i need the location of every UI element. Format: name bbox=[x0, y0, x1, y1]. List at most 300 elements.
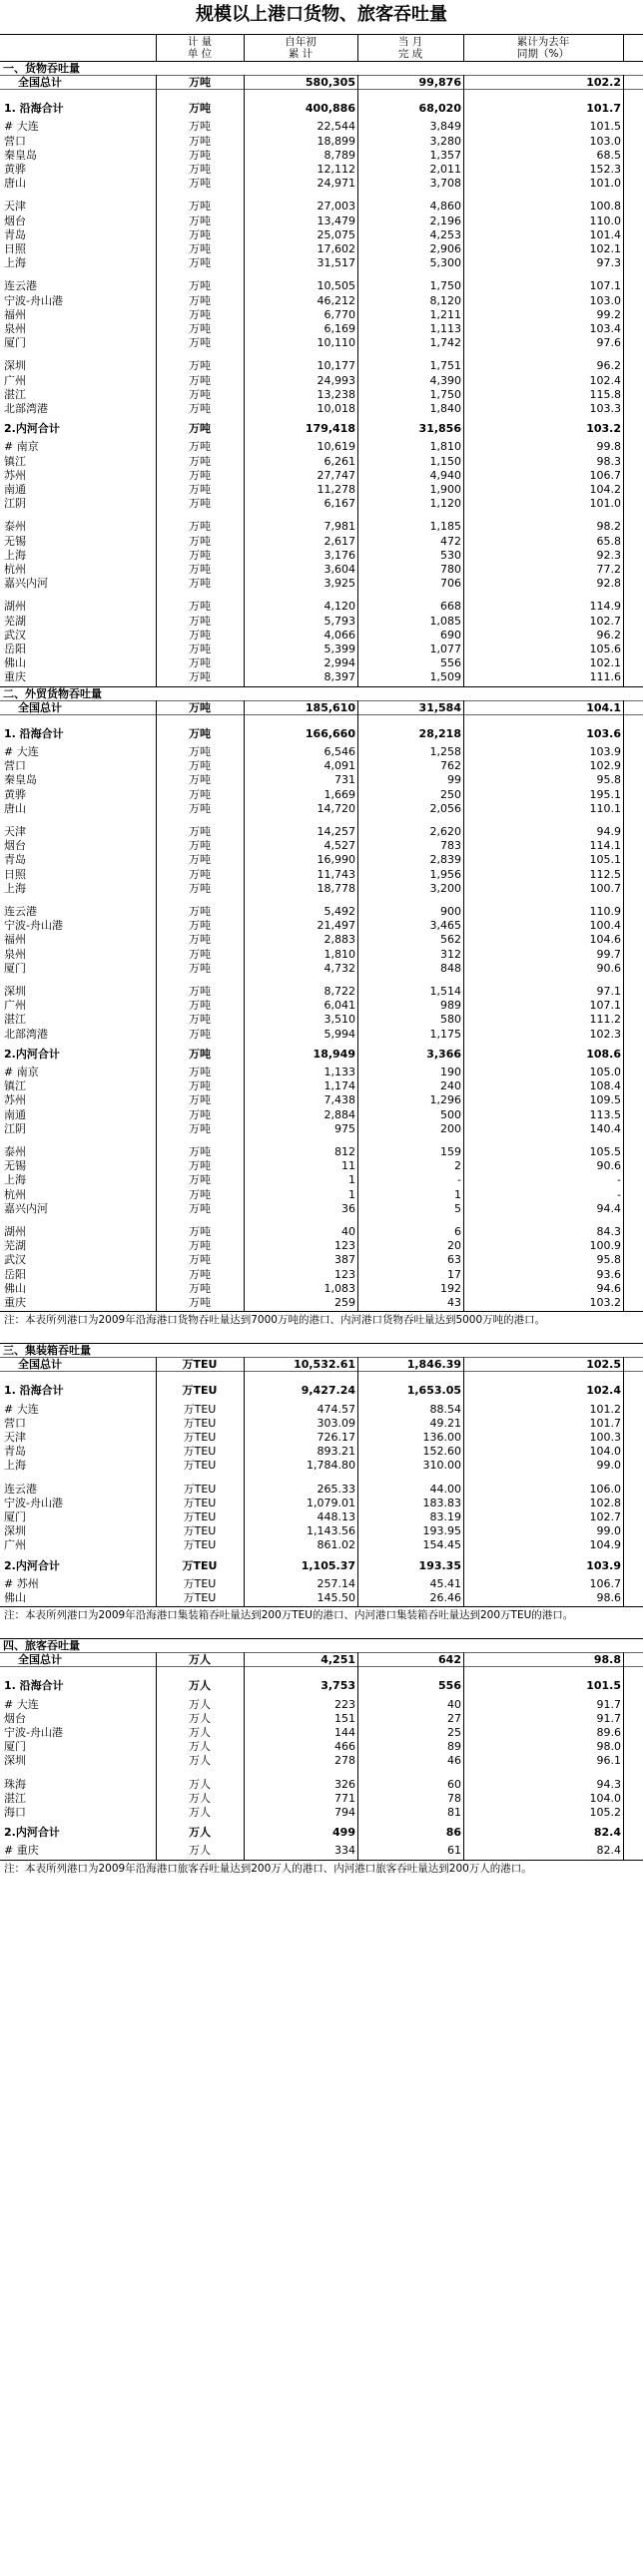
month-value: 136.00 bbox=[422, 1431, 461, 1444]
yoy-percent: 97.6 bbox=[596, 336, 621, 350]
unit-cell: 万吨 bbox=[189, 307, 211, 321]
port-name: 无锡 bbox=[4, 1159, 26, 1173]
yoy-percent: 77.2 bbox=[596, 563, 621, 576]
yoy-percent: 94.3 bbox=[596, 1777, 621, 1791]
port-name: # 南京 bbox=[4, 440, 39, 454]
unit-cell: 万吨 bbox=[189, 947, 211, 961]
port-row bbox=[0, 918, 643, 932]
unit-cell: 万吨 bbox=[189, 1201, 211, 1215]
month-value: 3,200 bbox=[429, 881, 461, 895]
month-value: 1,840 bbox=[429, 402, 461, 415]
yoy-percent: 91.7 bbox=[596, 1697, 621, 1711]
port-row bbox=[0, 1402, 643, 1416]
column-rule bbox=[623, 700, 624, 1312]
yoy-percent: 102.5 bbox=[586, 1358, 621, 1372]
month-value: 20 bbox=[447, 1239, 461, 1253]
month-value: 668 bbox=[440, 600, 461, 614]
unit-cell: 万人 bbox=[189, 1711, 211, 1725]
month-value: 154.45 bbox=[422, 1538, 461, 1552]
month-value: 31,856 bbox=[418, 422, 461, 436]
cumulative-value: 1,784.80 bbox=[307, 1459, 355, 1473]
unit-cell: 万吨 bbox=[189, 242, 211, 255]
total-row bbox=[0, 700, 643, 714]
unit-cell: 万人 bbox=[189, 1754, 211, 1768]
unit-cell: 万TEU bbox=[183, 1510, 217, 1523]
yoy-percent: 92.8 bbox=[596, 577, 621, 591]
rule-line bbox=[0, 1343, 643, 1344]
port-row bbox=[0, 628, 643, 642]
port-row bbox=[0, 1725, 643, 1739]
yoy-percent: 106.7 bbox=[589, 468, 621, 482]
month-value: 8,120 bbox=[429, 293, 461, 307]
month-value: 4,860 bbox=[429, 200, 461, 214]
port-row bbox=[0, 214, 643, 227]
cumulative-value: 223 bbox=[334, 1697, 355, 1711]
unit-cell: 万吨 bbox=[189, 773, 211, 787]
port-name: # 大连 bbox=[4, 120, 39, 134]
cumulative-value: 12,112 bbox=[317, 163, 355, 176]
unit-cell: 万吨 bbox=[189, 359, 211, 373]
cumulative-value: 145.50 bbox=[317, 1591, 355, 1604]
month-value: 706 bbox=[440, 577, 461, 591]
port-name: 全国总计 bbox=[18, 1653, 62, 1667]
section-title: 三、集装箱吞吐量 bbox=[3, 1344, 91, 1358]
month-value: 4,390 bbox=[429, 373, 461, 387]
port-name: 广州 bbox=[4, 1538, 26, 1552]
cumulative-value: 5,399 bbox=[323, 643, 355, 655]
port-row bbox=[0, 655, 643, 669]
port-name: 青岛 bbox=[4, 853, 26, 867]
port-name: 1. 沿海合计 bbox=[4, 1384, 64, 1398]
month-value: 1,120 bbox=[429, 497, 461, 511]
month-value: 556 bbox=[438, 1679, 461, 1693]
port-name: 嘉兴内河 bbox=[4, 577, 48, 591]
column-rule bbox=[244, 34, 245, 61]
cumulative-value: 1,133 bbox=[323, 1066, 355, 1078]
cumulative-value: 6,546 bbox=[323, 745, 355, 758]
yoy-percent: 105.0 bbox=[589, 1066, 621, 1078]
unit-cell: 万吨 bbox=[189, 700, 211, 714]
port-name: 连云港 bbox=[4, 1482, 37, 1496]
yoy-percent: 100.7 bbox=[589, 881, 621, 895]
cumulative-value: 25,075 bbox=[317, 227, 355, 241]
total-row bbox=[0, 1652, 643, 1666]
yoy-percent: 104.6 bbox=[589, 933, 621, 947]
cumulative-value: 8,397 bbox=[323, 670, 355, 684]
yoy-percent: 114.1 bbox=[589, 839, 621, 853]
port-name: 泉州 bbox=[4, 322, 26, 335]
port-name: 湖州 bbox=[4, 600, 26, 614]
port-row bbox=[0, 614, 643, 628]
subtotal-row bbox=[0, 421, 643, 435]
column-header-pct: 累计为去年 bbox=[516, 36, 570, 48]
month-value: 17 bbox=[447, 1267, 461, 1281]
yoy-percent: 103.4 bbox=[589, 322, 621, 335]
unit-cell: 万吨 bbox=[189, 468, 211, 482]
port-row bbox=[0, 1092, 643, 1106]
unit-cell: 万吨 bbox=[189, 1079, 211, 1093]
yoy-percent: 100.3 bbox=[589, 1431, 621, 1444]
port-row bbox=[0, 984, 643, 998]
yoy-percent: 96.2 bbox=[596, 359, 621, 373]
port-name: 南通 bbox=[4, 1107, 26, 1121]
cumulative-value: 400,886 bbox=[305, 102, 355, 116]
column-rule bbox=[244, 75, 245, 686]
month-value: 250 bbox=[440, 787, 461, 801]
month-value: - bbox=[457, 1173, 461, 1187]
month-value: 25 bbox=[447, 1726, 461, 1739]
cumulative-value: 3,604 bbox=[323, 563, 355, 576]
unit-cell: 万吨 bbox=[189, 454, 211, 468]
yoy-percent: 115.8 bbox=[589, 387, 621, 401]
yoy-percent: 113.5 bbox=[589, 1107, 621, 1121]
month-value: 240 bbox=[440, 1079, 461, 1093]
month-value: 1,211 bbox=[429, 307, 461, 321]
port-row bbox=[0, 1201, 643, 1215]
month-value: 193.35 bbox=[418, 1558, 461, 1572]
column-header-cum: 自年初 bbox=[285, 36, 317, 48]
port-name: 青岛 bbox=[4, 227, 26, 241]
unit-cell: 万吨 bbox=[189, 787, 211, 801]
unit-cell: 万吨 bbox=[189, 1093, 211, 1107]
unit-cell: 万吨 bbox=[189, 497, 211, 511]
port-name: 厦门 bbox=[4, 1740, 26, 1754]
month-value: 6 bbox=[454, 1225, 461, 1238]
port-name: 海口 bbox=[4, 1806, 26, 1819]
unit-cell: 万TEU bbox=[183, 1482, 217, 1496]
port-row bbox=[0, 801, 643, 815]
unit-cell: 万吨 bbox=[189, 1027, 211, 1041]
unit-cell: 万吨 bbox=[189, 881, 211, 895]
cumulative-value: 14,257 bbox=[317, 825, 355, 838]
yoy-percent: 105.5 bbox=[589, 1145, 621, 1158]
month-value: 1,150 bbox=[429, 454, 461, 468]
column-rule bbox=[156, 1357, 157, 1606]
cumulative-value: 499 bbox=[332, 1826, 355, 1840]
cumulative-value: 11,743 bbox=[317, 867, 355, 881]
port-name: 2.内河合计 bbox=[4, 1047, 60, 1061]
port-name: 日照 bbox=[4, 242, 26, 255]
yoy-percent: 98.8 bbox=[593, 1653, 621, 1667]
unit-cell: 万TEU bbox=[183, 1459, 217, 1473]
port-row bbox=[0, 162, 643, 176]
port-name: 南通 bbox=[4, 483, 26, 496]
subtotal-row bbox=[0, 726, 643, 740]
port-row bbox=[0, 119, 643, 133]
column-rule bbox=[156, 700, 157, 1312]
month-value: 60 bbox=[447, 1777, 461, 1791]
unit-cell: 万TEU bbox=[183, 1538, 217, 1552]
port-name: # 大连 bbox=[4, 1402, 39, 1416]
month-value: 1,357 bbox=[429, 148, 461, 162]
unit-cell: 万吨 bbox=[189, 726, 211, 740]
yoy-percent: 99.7 bbox=[596, 947, 621, 961]
yoy-percent: 102.4 bbox=[589, 373, 621, 387]
column-rule bbox=[357, 700, 358, 1312]
port-row bbox=[0, 1509, 643, 1523]
port-name: 广州 bbox=[4, 999, 26, 1013]
yoy-percent: 89.6 bbox=[596, 1726, 621, 1739]
unit-cell: 万吨 bbox=[189, 1107, 211, 1121]
cumulative-value: 185,610 bbox=[305, 700, 355, 714]
unit-cell: 万吨 bbox=[189, 134, 211, 148]
port-name: 秦皇岛 bbox=[4, 773, 37, 787]
unit-cell: 万人 bbox=[189, 1791, 211, 1805]
cumulative-value: 18,949 bbox=[313, 1047, 355, 1061]
yoy-percent: 102.1 bbox=[589, 656, 621, 670]
port-row bbox=[0, 387, 643, 401]
cumulative-value: 7,438 bbox=[323, 1093, 355, 1107]
cumulative-value: 27,747 bbox=[317, 468, 355, 482]
port-name: 1. 沿海合计 bbox=[4, 1679, 64, 1693]
month-value: 1,085 bbox=[429, 614, 461, 628]
unit-cell: 万吨 bbox=[189, 520, 211, 534]
port-name: 佛山 bbox=[4, 656, 26, 670]
column-header-pct: 同期（%） bbox=[517, 48, 569, 60]
yoy-percent: 82.4 bbox=[596, 1844, 621, 1858]
month-value: 200 bbox=[440, 1121, 461, 1135]
unit-cell: 万吨 bbox=[189, 839, 211, 853]
unit-cell: 万吨 bbox=[189, 933, 211, 947]
month-value: 3,366 bbox=[426, 1047, 461, 1061]
yoy-percent: 100.8 bbox=[589, 200, 621, 214]
page-title: 规模以上港口货物、旅客吞吐量 bbox=[196, 4, 447, 25]
subtotal-row bbox=[0, 1825, 643, 1839]
port-row bbox=[0, 227, 643, 241]
port-name: # 大连 bbox=[4, 1697, 39, 1711]
cumulative-value: 2,883 bbox=[323, 933, 355, 947]
yoy-percent: 108.4 bbox=[589, 1079, 621, 1093]
rule-line bbox=[0, 714, 643, 715]
port-row bbox=[0, 482, 643, 496]
yoy-percent: 104.9 bbox=[589, 1538, 621, 1552]
subtotal-row bbox=[0, 1558, 643, 1572]
month-value: 580 bbox=[440, 1013, 461, 1027]
cumulative-value: 6,261 bbox=[323, 454, 355, 468]
port-name: 深圳 bbox=[4, 1754, 26, 1768]
month-value: 1,175 bbox=[429, 1027, 461, 1041]
unit-cell: 万吨 bbox=[189, 600, 211, 614]
yoy-percent: 96.2 bbox=[596, 628, 621, 642]
cumulative-value: 36 bbox=[341, 1201, 355, 1215]
cumulative-value: 6,770 bbox=[323, 307, 355, 321]
cumulative-value: 1,079.01 bbox=[307, 1496, 355, 1509]
unit-cell: 万吨 bbox=[189, 1013, 211, 1027]
cumulative-value: 731 bbox=[334, 773, 355, 787]
subtotal-row bbox=[0, 1047, 643, 1061]
port-name: 宁波-舟山港 bbox=[4, 919, 63, 933]
unit-cell: 万人 bbox=[189, 1697, 211, 1711]
unit-cell: 万吨 bbox=[189, 919, 211, 933]
port-row bbox=[0, 1172, 643, 1186]
port-row bbox=[0, 1805, 643, 1819]
column-rule bbox=[156, 1652, 157, 1859]
unit-cell: 万吨 bbox=[189, 120, 211, 134]
column-rule bbox=[244, 1357, 245, 1606]
port-row bbox=[0, 1027, 643, 1041]
cumulative-value: 10,110 bbox=[317, 336, 355, 350]
column-rule bbox=[463, 34, 464, 61]
rule-line bbox=[0, 1638, 643, 1639]
unit-cell: 万吨 bbox=[189, 999, 211, 1013]
column-header-month: 完 成 bbox=[397, 48, 423, 60]
subtotal-row bbox=[0, 1678, 643, 1692]
port-name: 福州 bbox=[4, 307, 26, 321]
yoy-percent: 93.6 bbox=[596, 1267, 621, 1281]
port-row bbox=[0, 562, 643, 576]
port-name: # 大连 bbox=[4, 745, 39, 758]
cumulative-value: 334 bbox=[334, 1844, 355, 1858]
unit-cell: 万吨 bbox=[189, 1253, 211, 1267]
cumulative-value: 4,251 bbox=[321, 1653, 355, 1667]
port-row bbox=[0, 838, 643, 852]
yoy-percent: 104.1 bbox=[586, 700, 621, 714]
yoy-percent: 101.5 bbox=[589, 120, 621, 134]
unit-cell: 万吨 bbox=[189, 745, 211, 758]
unit-cell: 万TEU bbox=[183, 1416, 217, 1430]
port-name: 湛江 bbox=[4, 1013, 26, 1027]
cumulative-value: 1,083 bbox=[323, 1281, 355, 1295]
yoy-percent: 99.0 bbox=[596, 1524, 621, 1538]
yoy-percent: 100.4 bbox=[589, 919, 621, 933]
cumulative-value: 861.02 bbox=[317, 1538, 355, 1552]
port-row bbox=[0, 1281, 643, 1295]
unit-cell: 万TEU bbox=[183, 1445, 217, 1459]
unit-cell: 万TEU bbox=[183, 1576, 217, 1590]
cumulative-value: 4,732 bbox=[323, 961, 355, 975]
cumulative-value: 10,505 bbox=[317, 279, 355, 293]
month-value: 562 bbox=[440, 933, 461, 947]
month-value: 26.46 bbox=[429, 1591, 461, 1604]
port-row bbox=[0, 1121, 643, 1135]
port-name: 泉州 bbox=[4, 947, 26, 961]
unit-cell: 万吨 bbox=[189, 643, 211, 655]
unit-cell: 万吨 bbox=[189, 577, 211, 591]
column-rule bbox=[623, 1652, 624, 1859]
port-name: 黄骅 bbox=[4, 787, 26, 801]
port-name: 佛山 bbox=[4, 1591, 26, 1604]
column-rule bbox=[156, 34, 157, 61]
port-row bbox=[0, 852, 643, 866]
unit-cell: 万吨 bbox=[189, 440, 211, 454]
port-name: 重庆 bbox=[4, 670, 26, 684]
port-name: 广州 bbox=[4, 373, 26, 387]
unit-cell: 万吨 bbox=[189, 336, 211, 350]
port-name: 湛江 bbox=[4, 1791, 26, 1805]
port-row bbox=[0, 1078, 643, 1092]
port-row bbox=[0, 1267, 643, 1281]
port-row bbox=[0, 947, 643, 961]
port-name: 镇江 bbox=[4, 454, 26, 468]
cumulative-value: 2,884 bbox=[323, 1107, 355, 1121]
yoy-percent: 102.7 bbox=[589, 614, 621, 628]
port-name: 北部湾港 bbox=[4, 402, 48, 415]
yoy-percent: 96.1 bbox=[596, 1754, 621, 1768]
month-value: 1,113 bbox=[429, 322, 461, 335]
cumulative-value: 10,532.61 bbox=[294, 1358, 355, 1372]
month-value: 86 bbox=[445, 1826, 461, 1840]
cumulative-value: 4,066 bbox=[323, 628, 355, 642]
port-row bbox=[0, 534, 643, 548]
month-value: 500 bbox=[440, 1107, 461, 1121]
cumulative-value: 1 bbox=[348, 1173, 355, 1187]
month-value: 556 bbox=[440, 656, 461, 670]
column-rule bbox=[623, 75, 624, 686]
month-value: 4,253 bbox=[429, 227, 461, 241]
cumulative-value: 1,143.56 bbox=[307, 1524, 355, 1538]
cumulative-value: 10,018 bbox=[317, 402, 355, 415]
yoy-percent: 104.0 bbox=[589, 1791, 621, 1805]
month-value: 89 bbox=[447, 1740, 461, 1754]
port-row bbox=[0, 496, 643, 510]
cumulative-value: 8,789 bbox=[323, 148, 355, 162]
unit-cell: 万TEU bbox=[183, 1496, 217, 1509]
port-row bbox=[0, 373, 643, 387]
month-value: 2,196 bbox=[429, 214, 461, 227]
cumulative-value: 11 bbox=[341, 1159, 355, 1173]
column-rule bbox=[463, 75, 464, 686]
port-name: 烟台 bbox=[4, 1711, 26, 1725]
yoy-percent: 103.9 bbox=[589, 745, 621, 758]
port-row bbox=[0, 1416, 643, 1430]
yoy-percent: 103.0 bbox=[589, 134, 621, 148]
month-value: 1,750 bbox=[429, 279, 461, 293]
port-row bbox=[0, 255, 643, 269]
port-name: 日照 bbox=[4, 867, 26, 881]
yoy-percent: 110.1 bbox=[589, 801, 621, 815]
port-row bbox=[0, 321, 643, 335]
port-name: 苏州 bbox=[4, 1093, 26, 1107]
cumulative-value: 123 bbox=[334, 1267, 355, 1281]
cumulative-value: 10,177 bbox=[317, 359, 355, 373]
unit-cell: 万吨 bbox=[189, 656, 211, 670]
port-name: 北部湾港 bbox=[4, 1027, 48, 1041]
unit-cell: 万人 bbox=[189, 1844, 211, 1858]
port-name: 武汉 bbox=[4, 628, 26, 642]
month-value: 63 bbox=[447, 1253, 461, 1267]
yoy-percent: 195.1 bbox=[589, 787, 621, 801]
port-row bbox=[0, 401, 643, 415]
port-name: 江阴 bbox=[4, 497, 26, 511]
cumulative-value: 8,722 bbox=[323, 985, 355, 998]
cumulative-value: 5,492 bbox=[323, 905, 355, 918]
port-row bbox=[0, 1576, 643, 1590]
month-value: 2 bbox=[454, 1159, 461, 1173]
month-value: 3,708 bbox=[429, 177, 461, 191]
port-row bbox=[0, 904, 643, 918]
month-value: 83.19 bbox=[429, 1510, 461, 1523]
port-name: 上海 bbox=[4, 881, 26, 895]
unit-cell: 万吨 bbox=[189, 905, 211, 918]
yoy-percent: 152.3 bbox=[589, 163, 621, 176]
port-name: 芜湖 bbox=[4, 1239, 26, 1253]
port-row bbox=[0, 241, 643, 255]
subtotal-row bbox=[0, 1383, 643, 1397]
yoy-percent: 107.1 bbox=[589, 999, 621, 1013]
port-name: 天津 bbox=[4, 825, 26, 838]
cumulative-value: 18,899 bbox=[317, 134, 355, 148]
section-title: 二、外贸货物吞吐量 bbox=[3, 686, 102, 700]
port-row bbox=[0, 1843, 643, 1857]
subtotal-row bbox=[0, 101, 643, 115]
port-row bbox=[0, 307, 643, 321]
yoy-percent: 65.8 bbox=[596, 534, 621, 548]
port-name: 宁波-舟山港 bbox=[4, 293, 63, 307]
cumulative-value: 17,602 bbox=[317, 242, 355, 255]
port-name: 武汉 bbox=[4, 1253, 26, 1267]
yoy-percent: 98.2 bbox=[596, 520, 621, 534]
port-row bbox=[0, 519, 643, 533]
